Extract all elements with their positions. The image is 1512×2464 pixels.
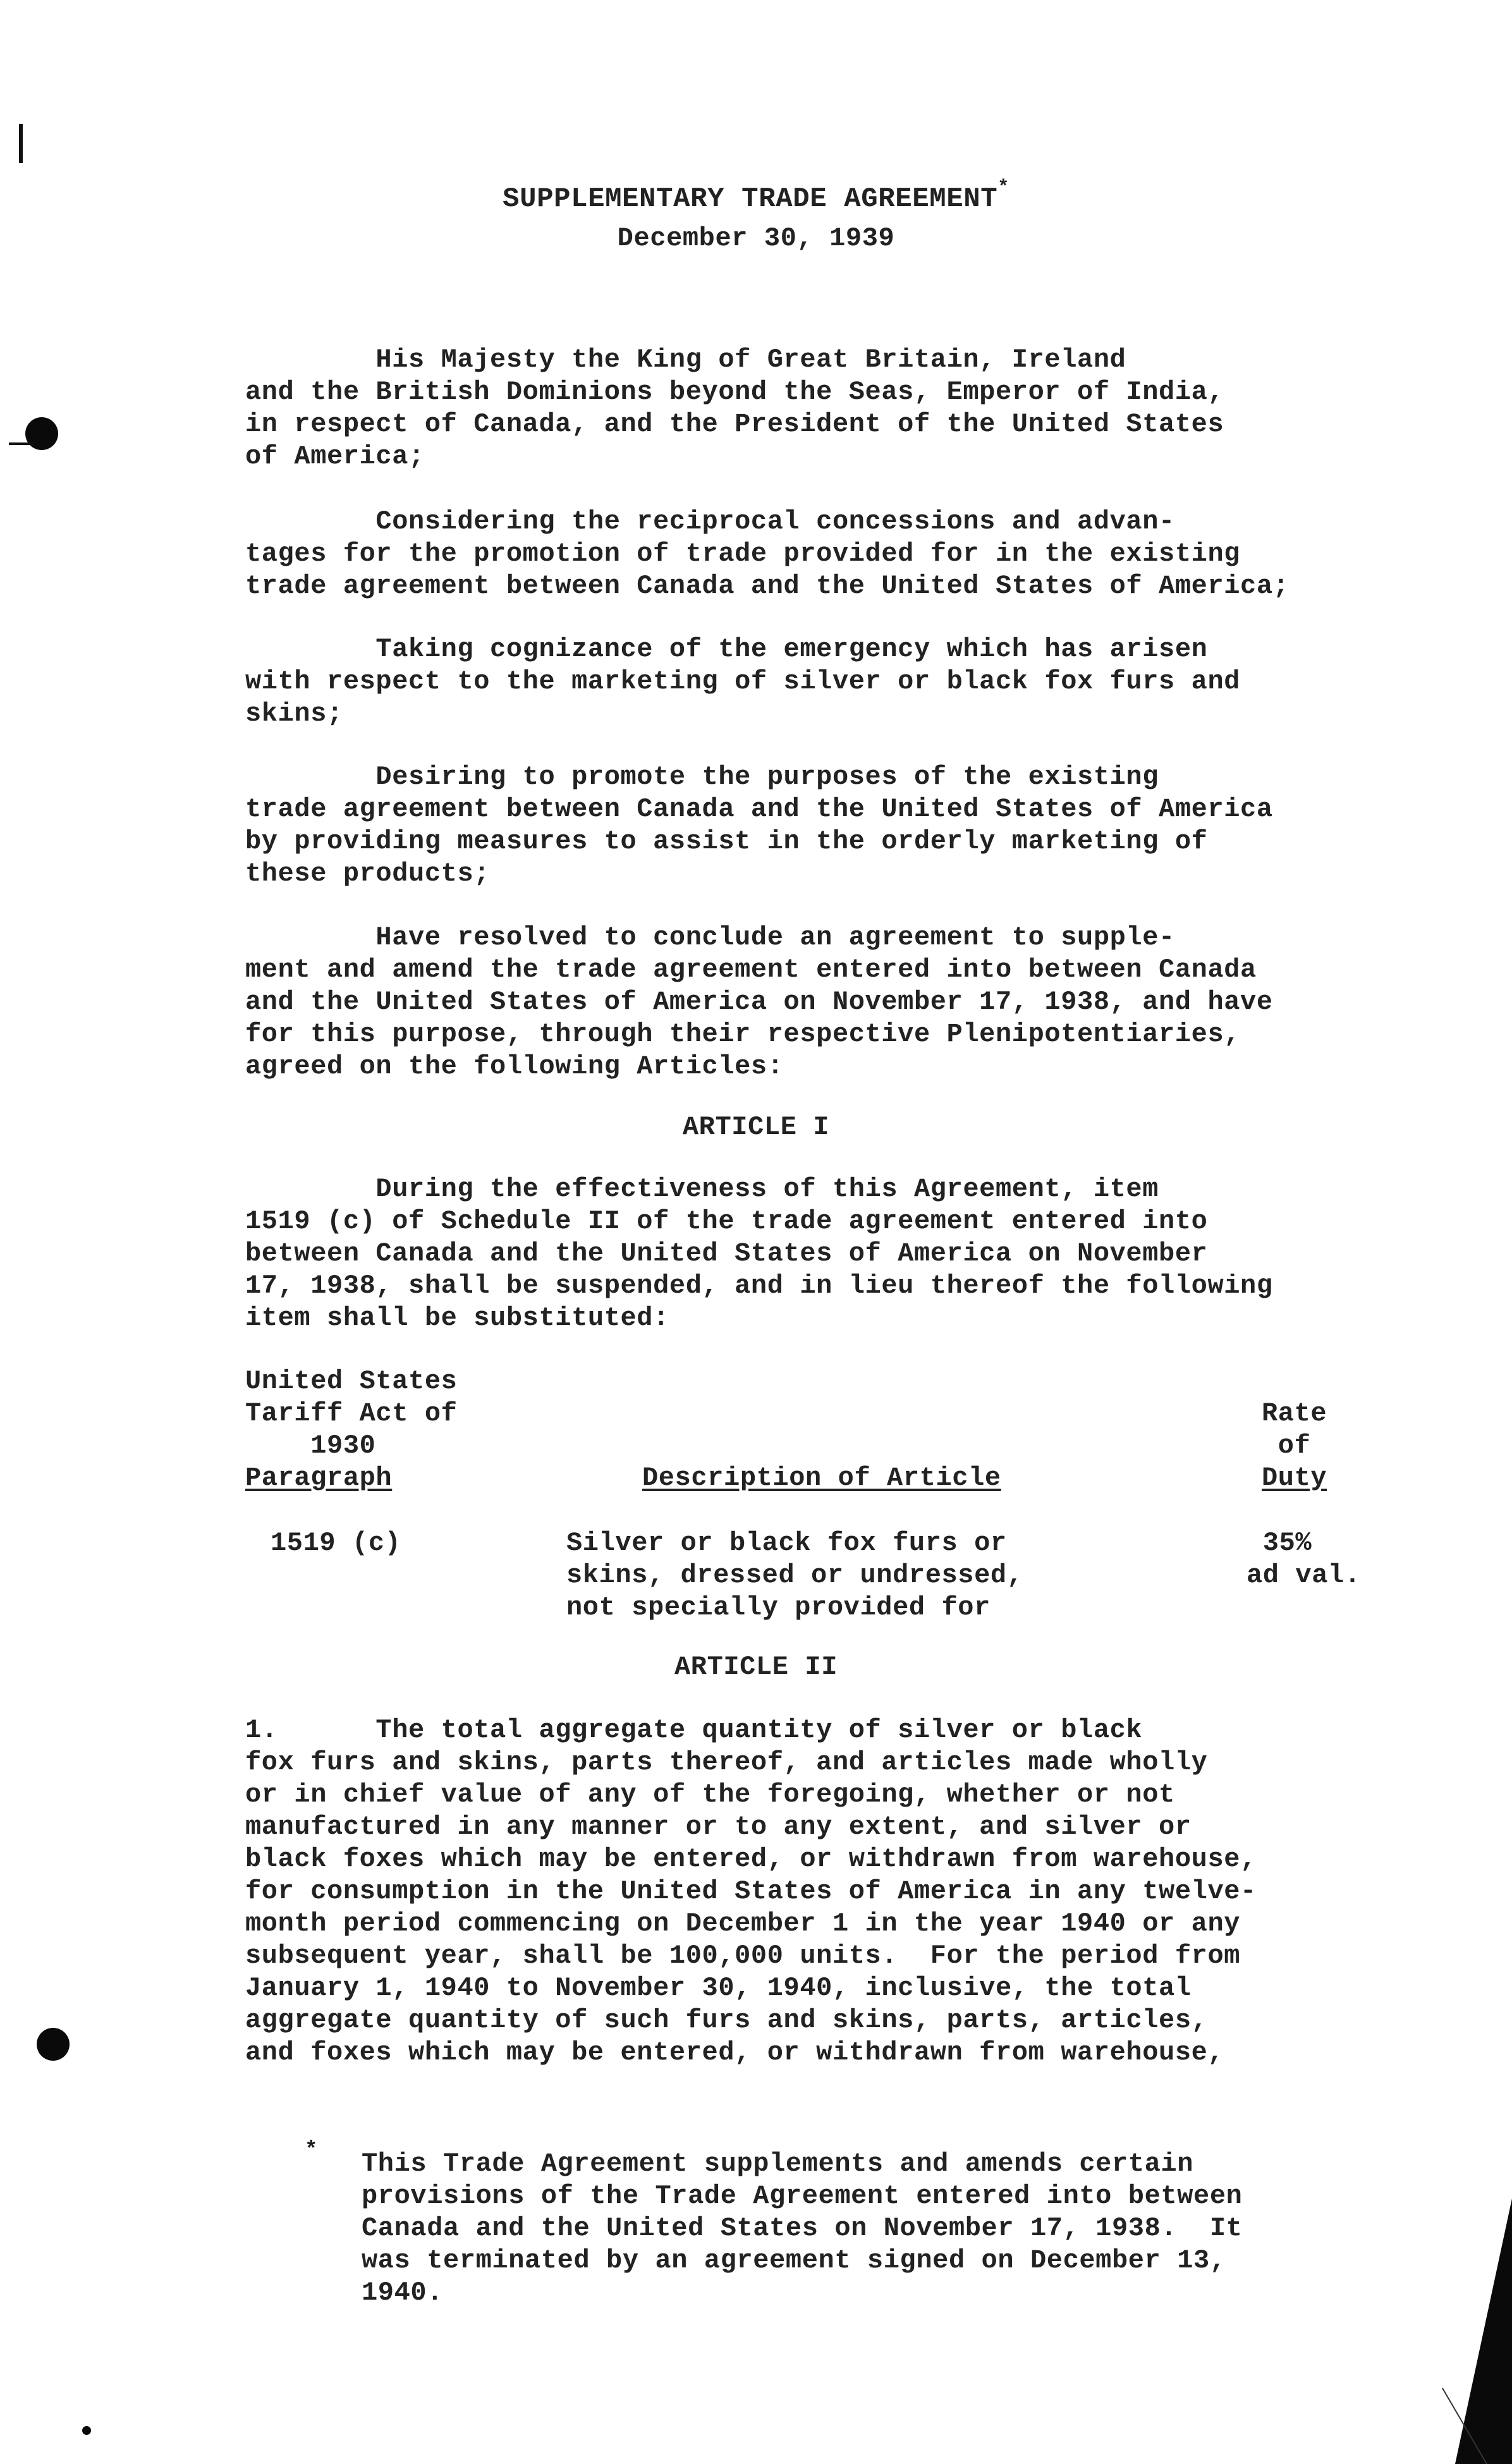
punch-hole-tail bbox=[9, 442, 34, 445]
preamble-have-resolved: Have resolved to conclude an agreement to supple- ment and amend the trade agreement entered into between Canada and the United States of America on November 17, 1938, and have for this purpose, through their respective Plenipotentiaries, agreed on the following Articles: bbox=[245, 922, 1273, 1082]
rate-header-underlined: Duty bbox=[1262, 1463, 1327, 1493]
paragraph-header-text: United States Tariff Act of 1930 bbox=[245, 1366, 458, 1461]
document-title: SUPPLEMENTARY TRADE AGREEMENT bbox=[503, 183, 998, 215]
article-2-heading: ARTICLE II bbox=[674, 1652, 838, 1682]
row-paragraph-number: 1519 (c) bbox=[271, 1528, 401, 1558]
rate-header-text: Rate of bbox=[1262, 1398, 1327, 1461]
document-title-line bbox=[0, 172, 1512, 216]
article-1-heading: ARTICLE I bbox=[682, 1112, 830, 1142]
article-2-text: 1. The total aggregate quantity of silver or black fox furs and skins, parts thereof, and articles made wholly or in chief value of any of the foregoing, whether or not manufactured in any manner or to any extent, and silver or black foxes which may be entered, or withdrawn from warehouse, for consumption in the United States of America in any twelve- month period commencing on December 1 in the year 1940 or any subsequent year, shall be 100,000 units. For the period from January 1, 1940 to November 30, 1940, inclusive, the total aggregate quantity of such furs and skins, parts, articles, and foxes which may be entered, or withdrawn from warehouse, bbox=[245, 1715, 1257, 2068]
preamble-taking-cognizance: Taking cognizance of the emergency which has arisen with respect to the marketing of silver or black fox furs and skins; bbox=[245, 634, 1241, 729]
footnote-text: This Trade Agreement supplements and amends certain provisions of the Trade Agreement entered into between Canada and the United States on November 17, 1938. It was terminated by an agreement signed on December 13, 1940. bbox=[362, 2149, 1243, 2308]
footnote-mark: * bbox=[305, 2138, 318, 2162]
punch-hole-top bbox=[25, 417, 58, 450]
row-rate: 35% ad val. bbox=[1247, 1528, 1361, 1590]
preamble-desiring: Desiring to promote the purposes of the existing trade agreement between Canada and the United States of America by providing measures to assist in the orderly marketing of these products; bbox=[245, 762, 1273, 889]
article-1-text: During the effectiveness of this Agreement, item 1519 (c) of Schedule II of the trade agreement entered into between Canada and the United States of America on November 17, 1938, shall be suspended, and in lieu thereof the following item shall be substituted: bbox=[245, 1174, 1273, 1333]
title-footnote-mark: * bbox=[997, 177, 1009, 198]
table-col-paragraph-header bbox=[245, 1365, 457, 1494]
edge-speck bbox=[82, 2426, 91, 2435]
paragraph-header-underlined: Paragraph bbox=[245, 1463, 393, 1493]
preamble-parties: His Majesty the King of Great Britain, Ireland and the British Dominions beyond the Seas, Emperor of India, in respect of Canada, and the President of the United States of America; bbox=[245, 345, 1224, 472]
document-date: December 30, 1939 bbox=[617, 223, 895, 253]
margin-tick-mark bbox=[19, 124, 23, 163]
preamble-considering: Considering the reciprocal concessions and advan- tages for the promotion of trade provided for in the existing trade agreement between Canada and the United States of America; bbox=[245, 506, 1289, 601]
row-description: Silver or black fox furs or skins, dressed or undressed, not specially provided for bbox=[566, 1528, 1023, 1623]
folded-page-corner bbox=[1367, 2199, 1512, 2464]
punch-hole-bottom bbox=[37, 2028, 70, 2061]
description-header: Description of Article bbox=[642, 1463, 1001, 1493]
table-col-rate-header bbox=[1262, 1398, 1327, 1494]
